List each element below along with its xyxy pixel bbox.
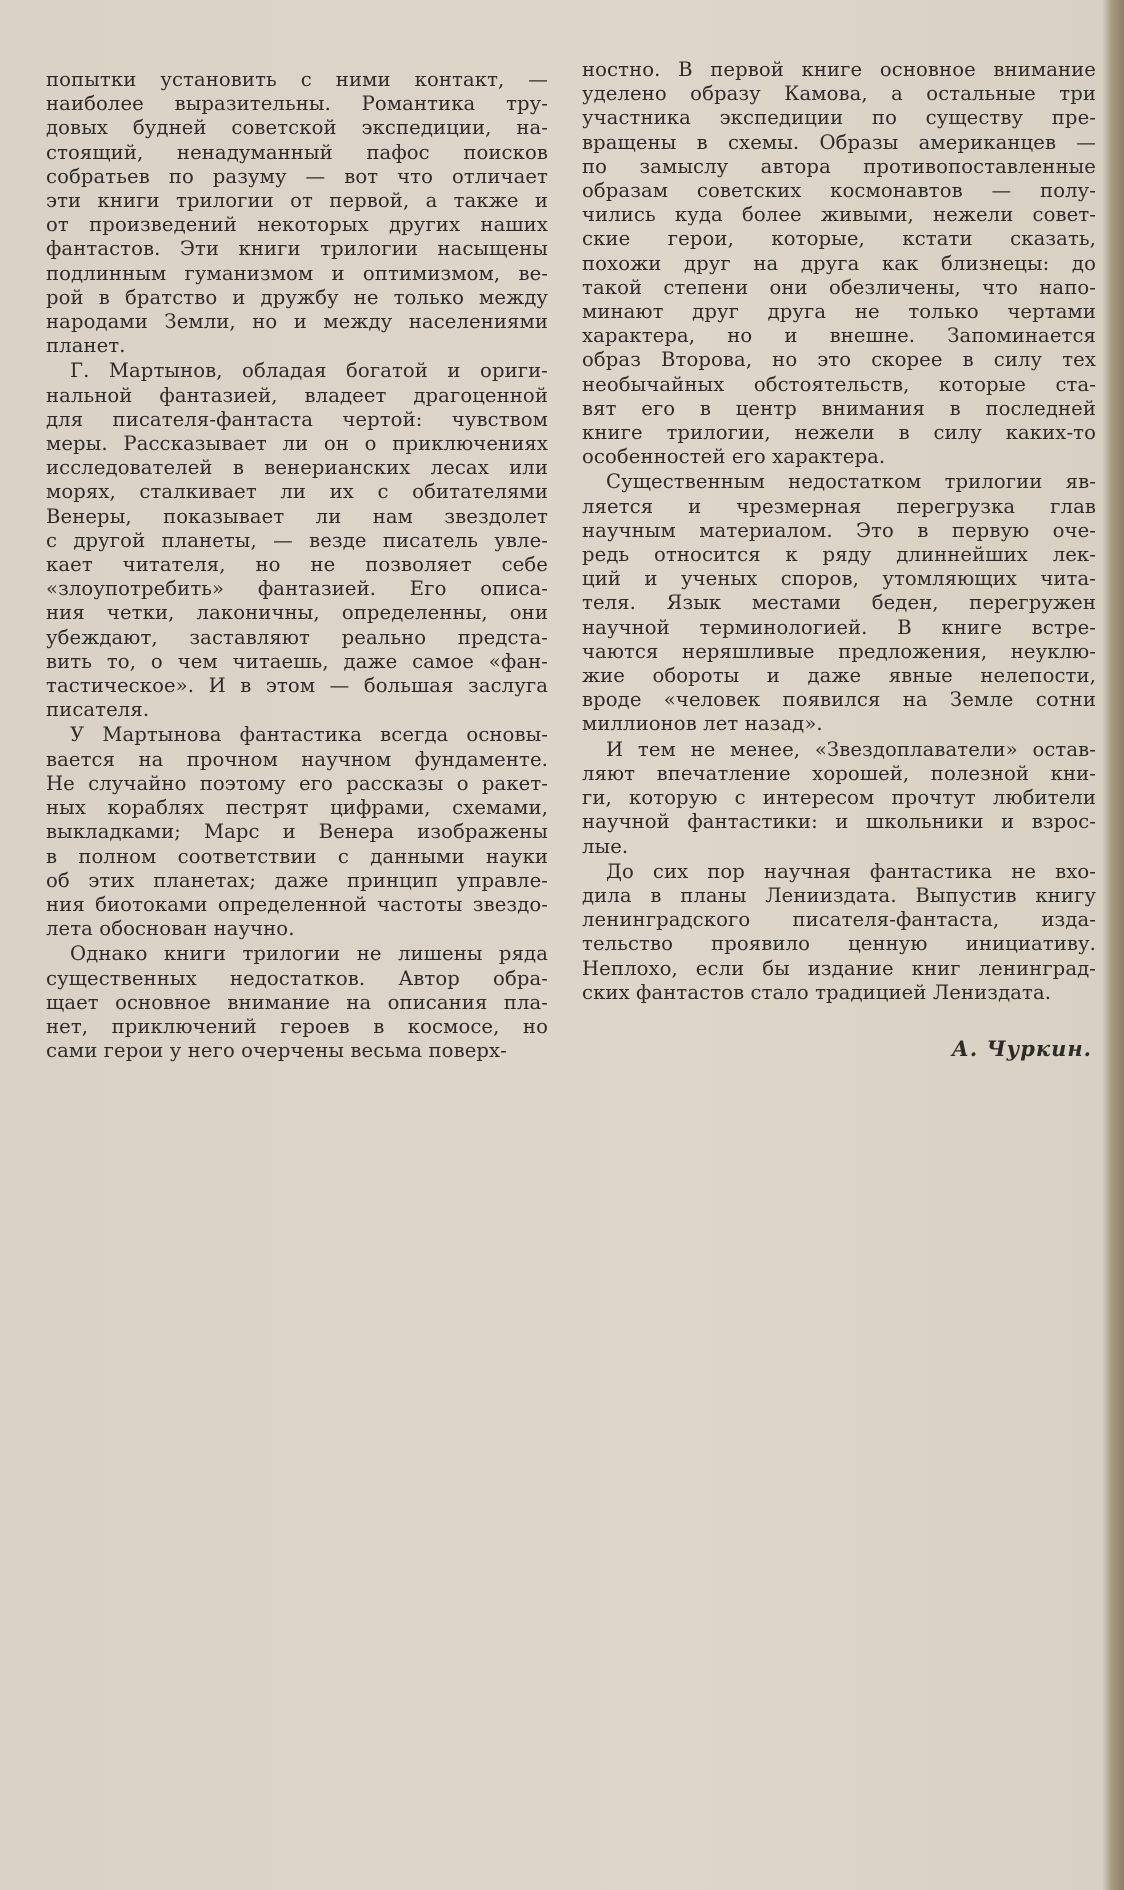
text-line: вращены в схемы. Образы американцев —	[582, 130, 1096, 154]
text-line: выкладками; Марс и Венера изображены	[46, 820, 548, 844]
text-line: образам советских космонавтов — полу-	[582, 179, 1096, 203]
text-line: миллионов лет назад».	[582, 712, 823, 736]
text-line: ских фантастов стало традицией Лениздата.	[582, 980, 1052, 1004]
text-line: меры. Рассказывает ли он о приключениях	[46, 432, 548, 456]
text-line: вроде «человек появился на Земле сотни	[582, 688, 1096, 712]
text-line: вят его в центр внимания в последней	[582, 396, 1096, 420]
text-line: нет, приключений героев в космосе, но	[46, 1014, 548, 1038]
text-line: минают друг друга не только чертами	[582, 300, 1096, 324]
text-line: фантастов. Эти книги трилогии насыщены	[46, 237, 548, 261]
text-line: планет.	[46, 334, 126, 358]
text-line: ных кораблях пестрят цифрами, схемами,	[46, 796, 548, 820]
page-edge-shadow	[1102, 0, 1124, 1890]
paragraph	[582, 58, 1096, 469]
right-column	[582, 58, 1096, 1006]
text-line: книге трилогии, нежели в силу каких-то	[582, 421, 1096, 445]
text-line: До сих пор научная фантастика не вхо-	[606, 859, 1096, 883]
text-line: собратьев по разуму — вот что отличает	[46, 164, 548, 188]
paragraph	[46, 942, 548, 1063]
text-line: лета обоснован научно.	[46, 917, 295, 941]
paragraph	[46, 723, 548, 941]
text-line: образ Второва, но это скорее в силу тех	[582, 348, 1096, 372]
text-line: Не случайно поэтому его рассказы о ракет-	[46, 771, 548, 795]
text-line: такой степени они обезличены, что напо-	[582, 275, 1096, 299]
text-line: ляют впечатление хорошей, полезной кни-	[582, 761, 1096, 785]
text-line: тельство проявило ценную инициативу.	[582, 932, 1096, 956]
text-line: похожи друг на друга как близнецы: до	[582, 251, 1096, 275]
text-line: редь относится к ряду длиннейших лек-	[582, 543, 1096, 567]
text-line: ляется и чрезмерная перегрузка глав	[582, 494, 1096, 518]
author-signature: А. Чуркин.	[951, 1036, 1092, 1061]
text-line: ния четки, лаконичны, определенны, они	[46, 601, 548, 625]
text-line: морях, сталкивает ли их с обитателями	[46, 480, 548, 504]
text-line: довых будней советской экспедиции, на-	[46, 116, 548, 140]
text-line: для писателя-фантаста чертой: чувством	[46, 407, 548, 431]
text-line: научной терминологией. В книге встре-	[582, 615, 1096, 639]
text-line: щает основное внимание на описания пла-	[46, 990, 548, 1014]
text-line: чились куда более живыми, нежели совет-	[582, 203, 1096, 227]
paragraph	[46, 68, 548, 358]
text-line: уделено образу Камова, а остальные три	[582, 82, 1096, 106]
text-line: участника экспедиции по существу пре-	[582, 106, 1096, 130]
left-column	[46, 68, 548, 1064]
text-line: с другой планеты, — везде писатель увле-	[46, 528, 548, 552]
text-line: Г. Мартынов, обладая богатой и ориги-	[70, 359, 548, 383]
text-line: Неплохо, если бы издание книг ленинград-	[582, 956, 1096, 980]
text-line: наиболее выразительны. Романтика тру-	[46, 92, 548, 116]
text-line: ностно. В первой книге основное внимание	[582, 58, 1096, 81]
text-line: тастическое». И в этом — большая заслуга	[46, 674, 548, 698]
text-line: ленинградского писателя-фантаста, изда-	[582, 908, 1096, 932]
text-line: Однако книги трилогии не лишены ряда	[70, 942, 548, 966]
text-line: И тем не менее, «Звездоплаватели» остав-	[606, 737, 1096, 761]
text-line: кает читателя, но не позволяет себе	[46, 553, 548, 577]
text-line: У Мартынова фантастика всегда основы-	[70, 723, 548, 747]
text-line: народами Земли, но и между населениями	[46, 310, 548, 334]
text-line: писателя.	[46, 698, 150, 722]
text-line: Существенным недостатком трилогии яв-	[606, 470, 1096, 494]
text-line: подлинным гуманизмом и оптимизмом, ве-	[46, 261, 548, 285]
text-line: исследователей в венерианских лесах или	[46, 456, 548, 480]
text-line: об этих планетах; даже принцип управле-	[46, 868, 548, 892]
text-line: ги, которую с интересом прочтут любители	[582, 786, 1096, 810]
text-line: рой в братство и дружбу не только между	[46, 285, 548, 309]
text-line: нальной фантазией, владеет драгоценной	[46, 383, 548, 407]
text-line: существенных недостатков. Автор обра-	[46, 966, 548, 990]
text-line: ские герои, которые, кстати сказать,	[582, 227, 1096, 251]
text-line: вить то, о чем читаешь, даже самое «фан-	[46, 649, 548, 673]
text-line: чаются неряшливые предложения, неуклю-	[582, 639, 1096, 663]
text-line: эти книги трилогии от первой, а также и	[46, 189, 548, 213]
text-line: научным материалом. Это в первую оче-	[582, 518, 1096, 542]
text-line: от произведений некоторых других наших	[46, 213, 548, 237]
text-line: убеждают, заставляют реально предста-	[46, 625, 548, 649]
text-line: жие обороты и даже явные нелепости,	[582, 664, 1096, 688]
text-line: «злоупотребить» фантазией. Его описа-	[46, 577, 548, 601]
text-line: ций и ученых споров, утомляющих чита-	[582, 567, 1096, 591]
text-line: Венеры, показывает ли нам звездолет	[46, 504, 548, 528]
text-line: стоящий, ненадуманный пафос поисков	[46, 140, 548, 164]
paragraph	[582, 860, 1096, 1005]
text-line: лые.	[582, 834, 629, 858]
text-line: в полном соответствии с данными науки	[46, 844, 548, 868]
text-line: характера, но и внешне. Запоминается	[582, 324, 1096, 348]
text-line: теля. Язык местами беден, перегружен	[582, 591, 1096, 615]
text-line: вается на прочном научном фундаменте.	[46, 747, 548, 771]
paragraph	[582, 470, 1096, 736]
text-line: попытки установить с ними контакт, —	[46, 68, 548, 91]
text-line: научной фантастики: и школьники и взрос-	[582, 810, 1096, 834]
text-line: ния биотоками определенной частоты звездо-	[46, 892, 548, 916]
text-line: по замыслу автора противопоставленные	[582, 154, 1096, 178]
paragraph	[46, 359, 548, 722]
text-line: дила в планы Ленииздата. Выпустив книгу	[582, 883, 1096, 907]
paragraph	[582, 738, 1096, 859]
text-line: необычайных обстоятельств, которые ста-	[582, 372, 1096, 396]
text-line: сами герои у него очерчены весьма поверх-	[46, 1039, 507, 1063]
text-line: особенностей его характера.	[582, 445, 886, 469]
